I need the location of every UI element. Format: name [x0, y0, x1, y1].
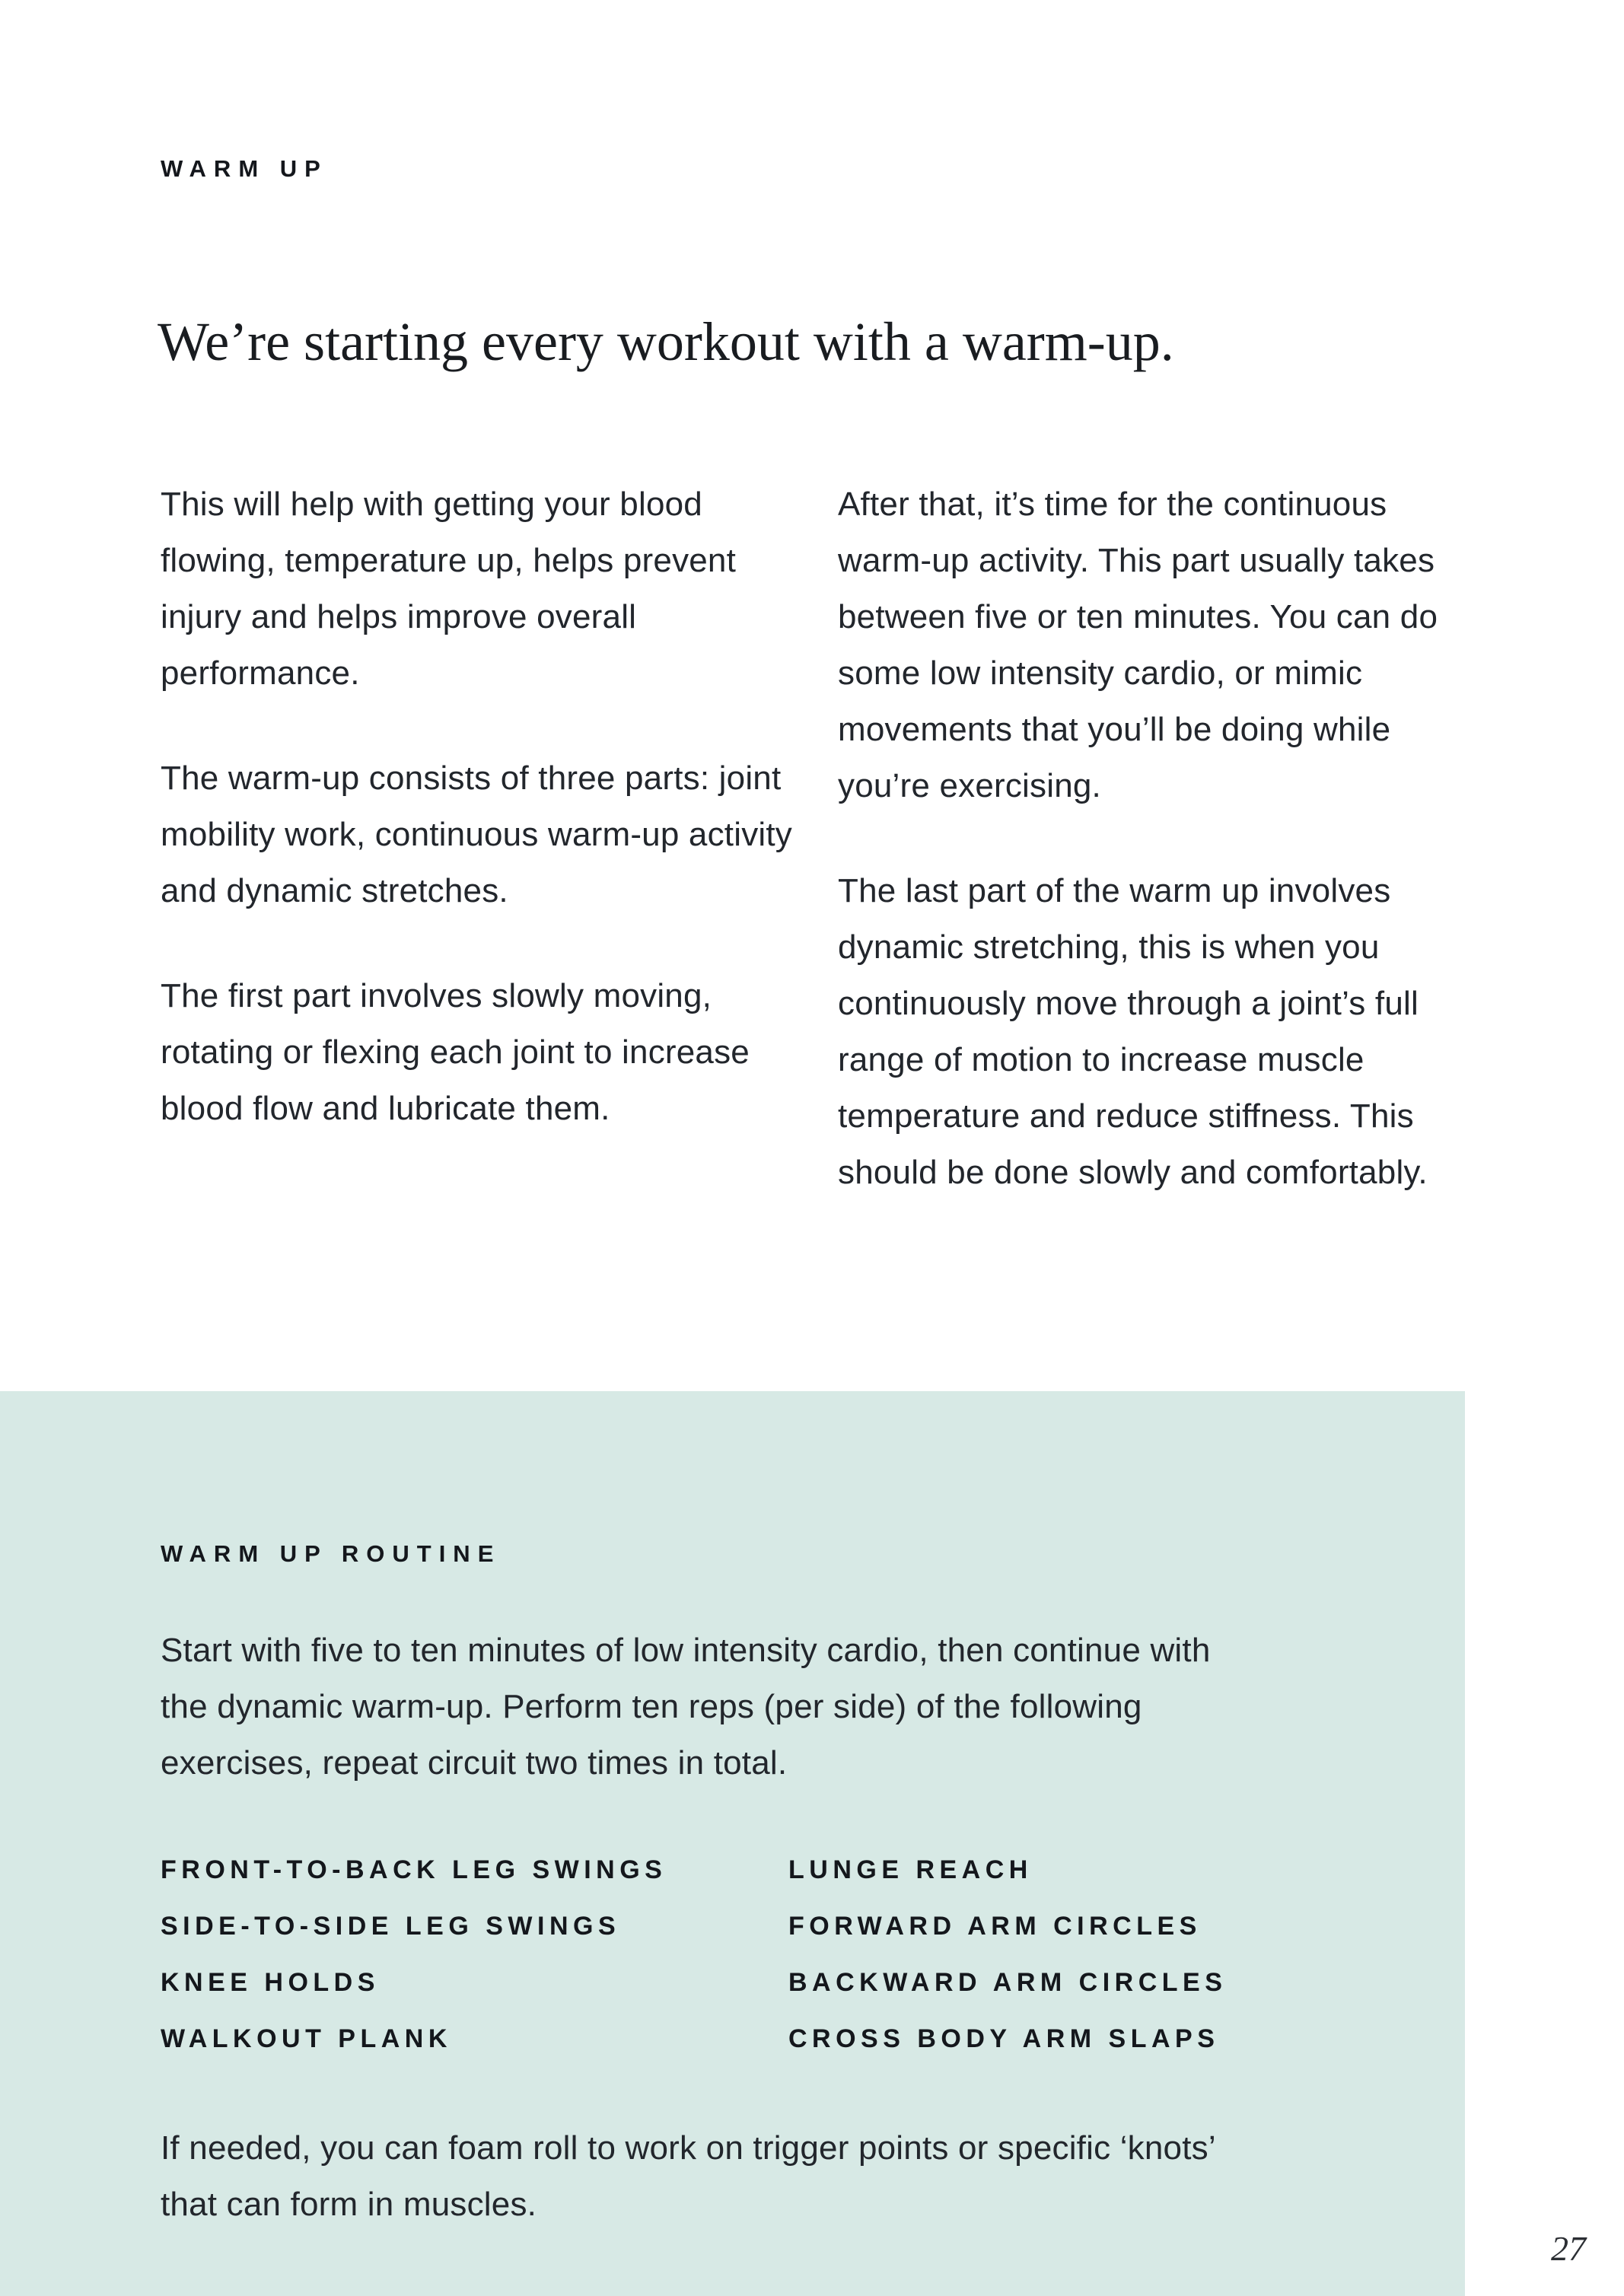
routine-heading: WARM UP ROUTINE — [161, 1540, 502, 1567]
exercise-item: CROSS BODY ARM SLAPS — [788, 2024, 1220, 2053]
routine-note-paragraph: If needed, you can foam roll to work on trigger points or specific ‘knots’ that can form in muscles. — [161, 2129, 1215, 2223]
warm-up-routine-panel — [0, 1391, 1465, 2296]
exercise-item: FORWARD ARM CIRCLES — [788, 1912, 1202, 1941]
intro-paragraph: This will help with getting your blood flowing, temperature up, helps prevent injury and helps improve overall performance. — [161, 486, 737, 692]
intro-paragraph: The warm-up consists of three parts: joint mobility work, continuous warm-up activity and dynamic stretches. — [161, 759, 793, 909]
intro-columns — [161, 476, 1473, 1201]
exercise-item: BACKWARD ARM CIRCLES — [788, 1968, 1228, 1997]
exercise-item: FRONT-TO-BACK LEG SWINGS — [161, 1855, 667, 1884]
exercise-list — [161, 1842, 1465, 2067]
exercise-column-right — [788, 1842, 1227, 2067]
page-number: 27 — [1551, 2229, 1586, 2268]
exercise-item: WALKOUT PLANK — [161, 2024, 452, 2053]
intro-paragraph: The last part of the warm up involves dynamic stretching, this is when you continuously move through a joint’s full range of motion to increase muscle temperature and reduce stiffness. This should be done slowly and comfortably. — [838, 872, 1428, 1191]
intro-paragraph: The first part involves slowly moving, rotating or flexing each joint to increase blood flow and lubricate them. — [161, 977, 750, 1127]
exercise-item: SIDE-TO-SIDE LEG SWINGS — [161, 1912, 621, 1941]
intro-paragraph: After that, it’s time for the continuous warm-up activity. This part usually takes between five or ten minutes. You can do some low intensity cardio, or mimic movements that you’ll be doing while you’re exercising. — [838, 486, 1438, 804]
intro-column-right — [838, 476, 1473, 1201]
section-kicker: WARM UP — [161, 155, 328, 182]
exercise-item: LUNGE REACH — [788, 1855, 1033, 1884]
intro-column-left — [161, 476, 795, 1201]
routine-intro-paragraph: Start with five to ten minutes of low intensity cardio, then continue with the dynamic warm-up. Perform ten reps (per side) of the following exercises, repeat circuit two times in total. — [161, 1632, 1211, 1782]
exercise-column-left — [161, 1842, 788, 2067]
exercise-item: KNEE HOLDS — [161, 1968, 380, 1997]
page-title: We’re starting every workout with a warm-up. — [158, 311, 1174, 372]
